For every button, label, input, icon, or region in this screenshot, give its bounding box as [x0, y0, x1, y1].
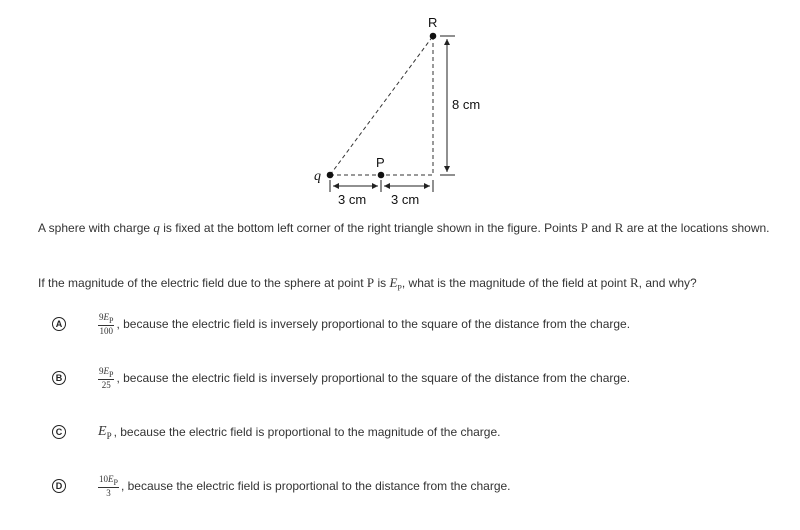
problem-statement: [38, 220, 770, 236]
choice-c-content: [98, 424, 500, 441]
choice-b-fraction: [98, 366, 114, 391]
choice-c-field: [98, 424, 112, 441]
arrowhead: [384, 183, 390, 189]
choice-d-bubble[interactable]: D: [52, 479, 66, 493]
charge-q-label: q: [314, 169, 321, 184]
choice-a-text: , because the electric field is inversely proportional to the square of the distance from the charge.: [116, 316, 631, 331]
field-subscript: P: [106, 430, 112, 441]
arrowhead: [444, 39, 450, 45]
fraction-denominator: 25: [101, 380, 111, 391]
charge-q-dot: [327, 172, 334, 179]
dim-vertical-label: 8 cm: [452, 97, 481, 112]
point-r-label: R: [428, 15, 438, 30]
choice-c-text: , because the electric field is proportional to the magnitude of the charge.: [113, 424, 501, 439]
field-ep: [389, 275, 402, 293]
fraction-numerator: [98, 366, 114, 381]
coefficient: 9: [99, 365, 104, 376]
field-symbol: E: [108, 473, 114, 484]
field-symbol: E: [103, 311, 109, 322]
arrowhead: [424, 183, 430, 189]
choice-d-content: [98, 474, 511, 499]
choice-b-bubble[interactable]: B: [52, 371, 66, 385]
field-symbol: E: [103, 365, 109, 376]
field-subscript: P: [109, 369, 114, 379]
question-fragment: If the magnitude of the electric field due to the sphere at point: [38, 276, 367, 290]
field-symbol: E: [98, 423, 107, 439]
point-r-dot: [430, 33, 437, 40]
statement-text: is fixed at the bottom left corner of the right triangle shown in the figure. Points: [159, 221, 581, 235]
fraction-numerator: [98, 474, 119, 489]
fraction-denominator: 100: [99, 326, 113, 337]
choice-a[interactable]: [52, 309, 630, 339]
choice-d-text: , because the electric field is proportional to the distance from the charge.: [120, 478, 511, 493]
choice-a-content: [98, 312, 630, 337]
choice-b-text: , because the electric field is inversely proportional to the square of the distance from the charge.: [116, 370, 631, 385]
arrowhead: [372, 183, 378, 189]
question-fragment: , and why?: [638, 276, 697, 290]
coefficient: 10: [99, 473, 108, 484]
choice-b[interactable]: [52, 363, 630, 393]
choice-c-bubble[interactable]: C: [52, 425, 66, 439]
triangle-figure: [0, 0, 800, 215]
fraction-denominator: 3: [106, 488, 111, 499]
coefficient: 9: [99, 311, 104, 322]
choice-d-fraction: [98, 474, 119, 499]
statement-text: are at the locations shown.: [623, 221, 770, 235]
statement-text: and: [588, 221, 615, 235]
var-q: q: [153, 220, 160, 235]
point-p-label: P: [376, 155, 385, 170]
field-symbol: E: [389, 275, 398, 290]
field-subscript: P: [397, 283, 402, 293]
field-subscript: P: [113, 477, 118, 487]
point-r-ref: R: [630, 275, 639, 290]
question-text: [38, 275, 697, 293]
choice-a-fraction: [98, 312, 114, 337]
point-p-ref: P: [366, 275, 375, 290]
question-fragment: , what is the magnitude of the field at point: [401, 276, 630, 290]
statement-text: A sphere with charge: [38, 221, 154, 235]
field-subscript: P: [109, 315, 114, 325]
dim-left-label: 3 cm: [338, 192, 367, 207]
point-r-ref: R: [614, 220, 624, 235]
arrowhead: [444, 166, 450, 172]
fraction-numerator: [98, 312, 114, 327]
arrowhead: [333, 183, 339, 189]
choice-b-content: [98, 366, 630, 391]
point-p-dot: [378, 172, 385, 179]
point-p-ref: P: [580, 220, 589, 235]
choice-d[interactable]: [52, 471, 511, 501]
question-fragment: is: [374, 276, 390, 290]
dim-right-label: 3 cm: [391, 192, 420, 207]
choice-c[interactable]: [52, 417, 500, 447]
choice-a-bubble[interactable]: A: [52, 317, 66, 331]
